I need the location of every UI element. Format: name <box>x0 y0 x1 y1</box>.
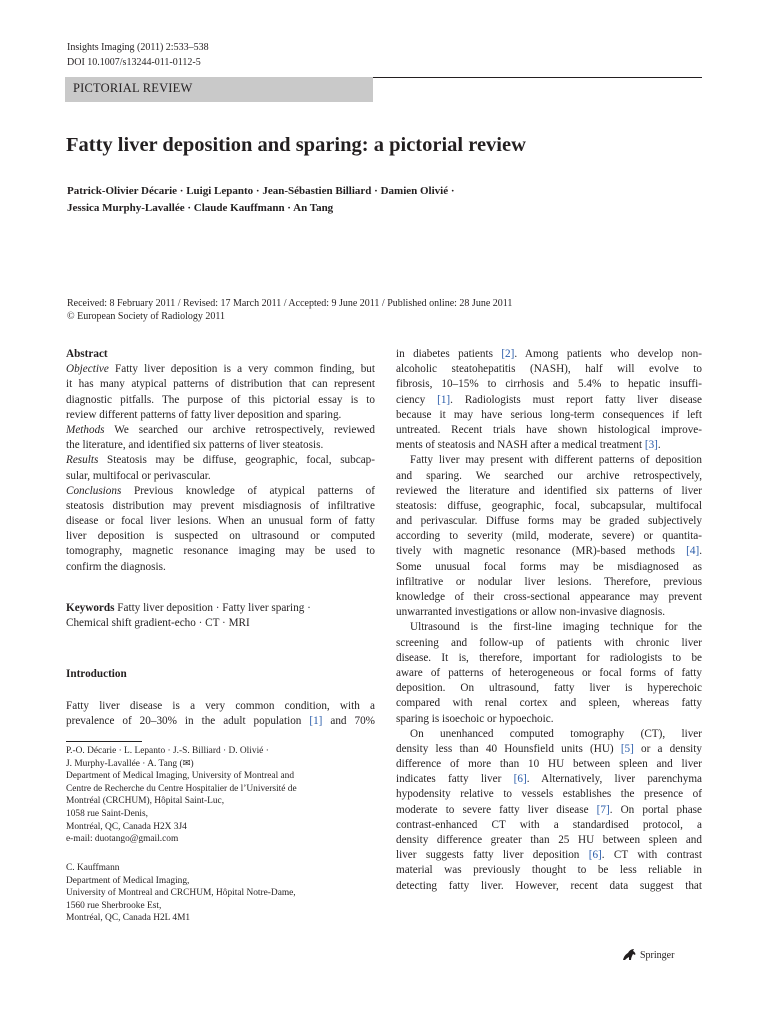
body-line: Fatty liver may present with different patterns of deposition <box>410 454 702 467</box>
body-line: On unenhanced computed tomography (CT), liver <box>410 727 702 740</box>
abstract-section <box>66 347 375 575</box>
journal-volume: Insights Imaging (2011) 2:533–538 <box>67 42 209 53</box>
body-line: detecting fatty liver. However, recent data suggest that <box>396 879 702 892</box>
body-line: in diabetes patients [2]. Among patients who develop non- <box>396 348 702 360</box>
publisher-name: Springer <box>640 949 675 961</box>
dates-line: Received: 8 February 2011 / Revised: 17 March 2011 / Accepted: 9 June 2011 / Published online: 28 June 2011 <box>67 298 513 309</box>
abstract-line: liver deposition is suspected on ultrasound or computed <box>66 530 375 543</box>
affiliation-line: C. Kauffmann <box>66 863 120 873</box>
affiliation-line: J. Murphy-Lavallée · A. Tang (✉) <box>66 758 194 769</box>
abstract-line: Results Steatosis may be diffuse, geographic, focal, subcap- <box>66 454 375 467</box>
email-line: e-mail: duotango@gmail.com <box>66 834 179 845</box>
objective-label: Objective <box>66 363 109 376</box>
authors-line-1: Patrick-Olivier Décarie · Luigi Lepanto · Jean-Sébastien Billiard · Damien Olivié · <box>67 185 455 197</box>
body-line: screening and follow-up of patients with chronic liver <box>396 636 702 649</box>
body-line: deposition. On ultrasound, fatty liver is hyperechoic <box>396 682 702 695</box>
body-line: alcoholic steatohepatitis (NASH), half will evolve to <box>396 363 702 376</box>
body-line: liver suggests fatty liver deposition [6]. CT with contrast <box>396 849 702 862</box>
affiliation-line: Montréal, QC, Canada H2L 4M1 <box>66 913 191 924</box>
citation-link[interactable]: [2] <box>501 348 515 360</box>
abstract-line: sular, multifocal or perivascular. <box>66 469 211 482</box>
abstract-line: Objective Fatty liver deposition is a very common finding, but <box>66 363 375 376</box>
keywords-line: Keywords Fatty liver deposition · Fatty liver sparing · <box>66 602 311 614</box>
intro-line: Fatty liver disease is a very common condition, with a <box>66 700 375 712</box>
body-line: knowledge of their cross-sectional appearance may prevent <box>396 591 702 603</box>
methods-label: Methods <box>66 423 105 436</box>
paper-title: Fatty liver deposition and sparing: a pictorial review <box>66 134 526 156</box>
affiliation-line: Centre de Recherche du Centre Hospitalier de l’Université de <box>66 783 297 794</box>
body-line: sparing is isoechoic or hypoechoic. <box>396 712 554 725</box>
conclusions-label: Conclusions <box>66 484 122 497</box>
citation-link[interactable]: [1] <box>437 393 451 406</box>
journal-citation <box>67 40 209 70</box>
body-line: because it may have serious long-term consequences if left <box>396 408 702 421</box>
body-line: ments of steatosis and NASH after a medical treatment [3]. <box>396 439 661 452</box>
affiliation-line: Department of Medical Imaging, University of Montreal and <box>66 771 295 782</box>
body-line: ciency [1]. Radiologists must report fatty liver disease <box>396 393 702 406</box>
abstract-line: steatosis distribution may prevent misdiagnosis of infiltrative <box>66 499 375 512</box>
introduction-text <box>66 699 375 729</box>
body-line: density difference greater than 25 HU between spleen and <box>396 834 702 846</box>
results-label: Results <box>66 454 99 467</box>
body-line: infiltrative or nodular liver lesions. Therefore, previous <box>396 575 702 588</box>
affiliation-line: 1058 rue Saint-Denis, <box>66 808 149 819</box>
abstract-heading: Abstract <box>66 348 108 360</box>
copyright-line: © European Society of Radiology 2011 <box>67 311 226 322</box>
right-column-text <box>396 347 702 894</box>
citation-link[interactable]: [6] <box>513 773 527 786</box>
abstract-line: diagnostic pitfalls. The purpose of this pictorial essay is to <box>66 393 375 406</box>
affiliation-line: P.-O. Décarie · L. Lepanto · J.-S. Billiard · D. Olivié · <box>66 746 269 756</box>
body-line: contrast-enhanced CT with a standardised protocol, a <box>396 818 702 831</box>
publisher-mark <box>621 948 674 962</box>
journal-doi: DOI 10.1007/s13244-011-0112-5 <box>67 57 201 68</box>
abstract-line: confirm the diagnosis. <box>66 560 166 573</box>
abstract-line: the literature, and identified six patterns of liver steatosis. <box>66 439 324 452</box>
body-line: unwarranted investigations or allow non-invasive diagnosis. <box>396 606 666 619</box>
footnote-separator <box>66 741 142 742</box>
abstract-line: disease or focal liver lesions. When an unusual form of fatty <box>66 515 375 528</box>
body-line: Ultrasound is the first-line imaging technique for the <box>410 621 702 634</box>
abstract-line: Conclusions Previous knowledge of atypical patterns of <box>66 484 375 497</box>
abstract-line: Methods We searched our archive retrospectively, reviewed <box>66 423 375 436</box>
abstract-line: review different patterns of fatty liver deposition and sparing. <box>66 408 342 421</box>
citation-link[interactable]: [5] <box>620 742 634 755</box>
citation-link[interactable]: [3] <box>644 439 658 452</box>
affiliation-line: Department of Medical Imaging, <box>66 875 190 886</box>
body-line: disease. It is, therefore, important for radiologists to be <box>396 651 702 664</box>
affiliation-line: University of Montreal and CRCHUM, Hôpital Notre-Dame, <box>66 888 296 899</box>
body-line: fibrosis, 10–15% to cirrhosis and 5.4% to hepatic insuffi- <box>396 378 702 391</box>
body-line: aware of patterns of heterogeneous or focal forms of fatty <box>396 666 702 679</box>
body-line: hypodensity relative to vessels establishes the presence of <box>396 788 702 801</box>
body-line: material was previously thought to be less reliable in <box>396 864 702 877</box>
introduction-heading: Introduction <box>66 668 127 680</box>
body-line: according to severity (mild, moderate, severe) or quantita- <box>396 530 702 543</box>
body-right-column <box>396 347 702 894</box>
affiliation-line: Montréal, QC, Canada H2X 3J4 <box>66 821 187 832</box>
authors-line-2: Jessica Murphy-Lavallée · Claude Kauffmann · An Tang <box>67 202 334 214</box>
section-label: PICTORIAL REVIEW <box>73 81 193 95</box>
body-line: difference of more than 10 HU between spleen and liver <box>396 758 702 771</box>
keywords-label: Keywords <box>66 602 115 614</box>
body-line: compared with renal cortex and spleen, whereas fatty <box>396 697 702 710</box>
publication-dates <box>67 297 512 323</box>
author-list <box>67 183 455 217</box>
body-line: density less than 40 Hounsfield units (HU) [5] or a density <box>396 742 702 755</box>
body-line: moderate to severe fatty liver disease [7]. On portal phase <box>396 803 702 816</box>
citation-link[interactable]: [6] <box>588 849 602 862</box>
body-line: steatosis: diffuse, geographic, focal, subcapsular, multifocal <box>396 499 702 512</box>
citation-link[interactable]: [7] <box>596 803 610 816</box>
affiliation-line: 1560 rue Sherbrooke Est, <box>66 900 162 911</box>
abstract-line: tomography, magnetic resonance imaging may be used to <box>66 545 375 558</box>
citation-link[interactable]: [4] <box>686 545 700 558</box>
body-line: indicates fatty liver [6]. Alternatively, liver parenchyma <box>396 773 702 786</box>
springer-horse-icon <box>621 948 637 962</box>
section-band <box>65 77 373 102</box>
affiliation-block-1 <box>66 745 375 846</box>
intro-line: prevalence of 20–30% in the adult population [1] and 70% <box>66 715 375 728</box>
body-line: tively with magnetic resonance (MR)-based methods [4]. <box>396 545 702 558</box>
body-line: Some unusual focal forms may be misdiagnosed as <box>396 560 702 573</box>
body-line: reviewed the literature and identified six patterns of liver <box>396 484 702 497</box>
citation-link[interactable]: [1] <box>309 715 323 728</box>
body-line: and perivascular. Diffuse forms may be graded subjectively <box>396 515 702 528</box>
keywords-line: Chemical shift gradient-echo · CT · MRI <box>66 617 250 630</box>
keywords-section <box>66 601 375 631</box>
body-line: and sparing. We searched our archive retrospectively, <box>396 469 702 482</box>
affiliation-line: Montréal (CRCHUM), Hôpital Saint-Luc, <box>66 796 225 807</box>
affiliation-block-2 <box>66 862 375 925</box>
abstract-line: it has many atypical patterns of distribution that can represent <box>66 378 375 391</box>
body-line: untreated. Recent trials have shown histological improve- <box>396 423 702 436</box>
